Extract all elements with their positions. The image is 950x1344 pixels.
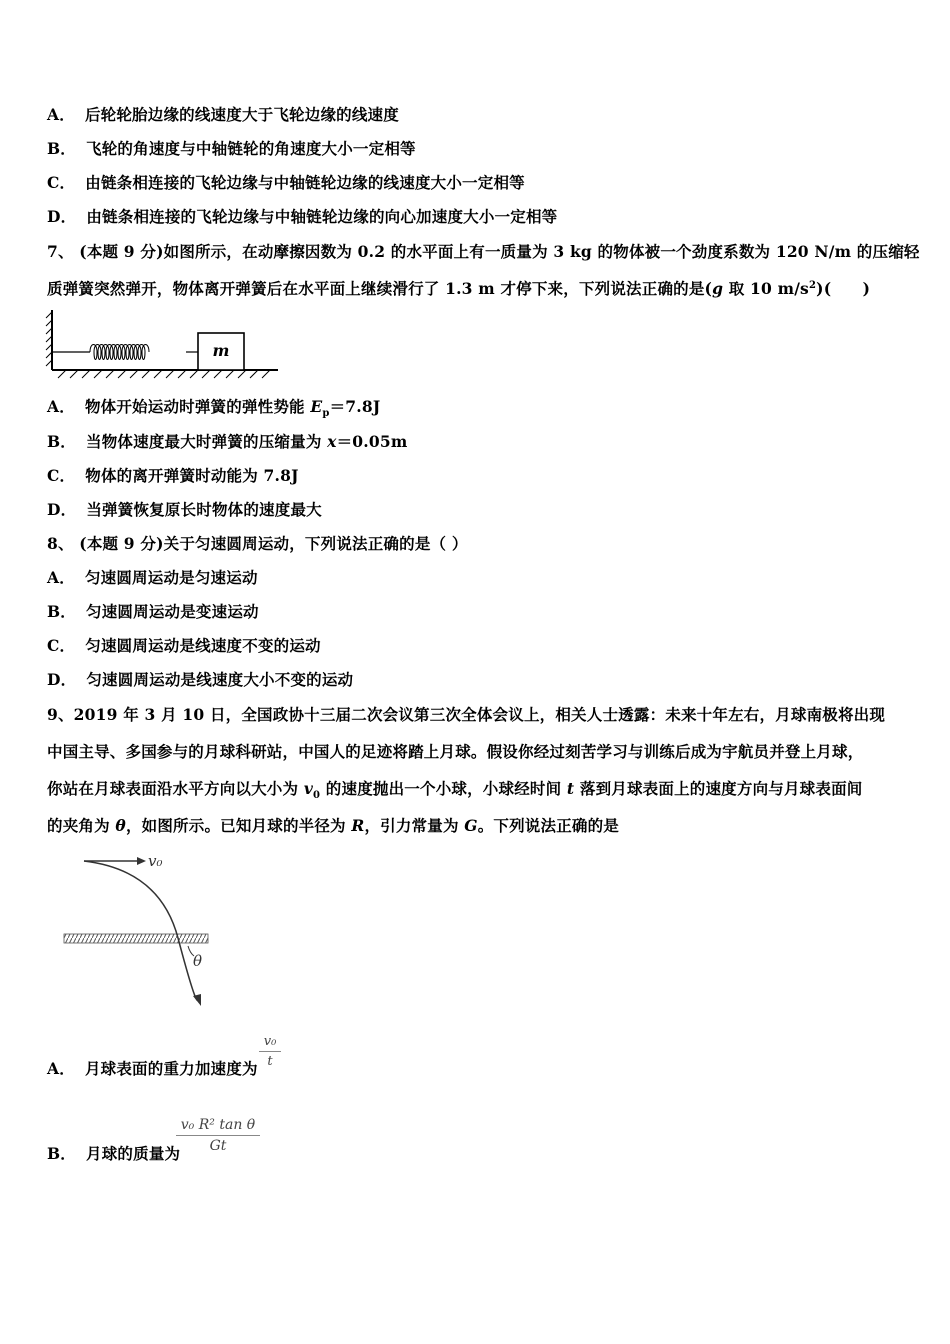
- q7-stem-line2: 质弹簧突然弹开，物体离开弹簧后在水平面上继续滑行了 1.3 m 才停下来，下列说法正确的是(g 取 10 $m/s^2$)( ): [47, 279, 871, 298]
- q7-option-a: A． 物体开始运动时弹簧的弹性势能 $E_p=7.8J$: [47, 397, 381, 420]
- block-label: m: [212, 341, 230, 360]
- q8-stem: 8、 (本题 9 分)关于匀速圆周运动，下列说法正确的是（ ）: [47, 534, 468, 553]
- q8-option-b: B． 匀速圆周运动是变速运动: [47, 602, 259, 621]
- q8-option-c: C． 匀速圆周运动是线速度不变的运动: [47, 636, 321, 655]
- q9-option-a: A． 月球表面的重力加速度为: [47, 1059, 258, 1078]
- q9-option-b: B． 月球的质量为: [47, 1144, 181, 1163]
- q8-option-a: A． 匀速圆周运动是匀速运动: [47, 568, 258, 587]
- fraction-v0-over-t: v₀ t: [259, 1034, 281, 1069]
- q9-stem-line3: 你站在月球表面沿水平方向以大小为 $v_0$ 的速度抛出一个小球，小球经时间 t 落到月球表面上的速度方向与月球表面间: [47, 779, 863, 802]
- q7-option-c: C． 物体的离开弹簧时动能为 7.8J: [47, 466, 299, 485]
- projectile-figure: [60, 850, 220, 1015]
- q9-stem-line4: 的夹角为 θ，如图所示。已知月球的半径为 R，引力常量为 G。下列说法正确的是: [47, 816, 619, 835]
- q6-option-a: A． 后轮轮胎边缘的线速度大于飞轮边缘的线速度: [47, 105, 399, 124]
- q7-stem-line1: 7、 (本题 9 分)如图所示，在动摩擦因数为 0.2 的水平面上有一质量为 3 kg 的物体被一个劲度系数为 120 N/m 的压缩轻: [47, 242, 920, 261]
- q7-option-d: D． 当弹簧恢复原长时物体的速度最大: [47, 500, 322, 519]
- theta-label: θ: [193, 952, 203, 970]
- v0-label: v₀: [148, 852, 163, 870]
- trajectory-curve: [84, 861, 198, 1000]
- spring-block-figure: [44, 308, 284, 380]
- q6-option-d: D． 由链条相连接的飞轮边缘与中轴链轮边缘的向心加速度大小一定相等: [47, 207, 558, 226]
- q6-option-b: B． 飞轮的角速度与中轴链轮的角速度大小一定相等: [47, 139, 416, 158]
- q9-stem-line2: 中国主导、多国参与的月球科研站，中国人的足迹将踏上月球。假设你经过刻苦学习与训练后成为宇航员并登上月球，: [47, 742, 864, 761]
- moon-surface: [64, 934, 208, 943]
- q8-option-d: D． 匀速圆周运动是线速度大小不变的运动: [47, 670, 354, 689]
- q7-option-b: B． 当物体速度最大时弹簧的压缩量为 x＝0.05m: [47, 432, 408, 451]
- q9-stem-line1: 9、2019 年 3 月 10 日，全国政协十三届二次会议第三次全体会议上，相关人士透露：未来十年左右，月球南极将出现: [47, 705, 886, 724]
- fraction-moon-mass: v₀ R² tan θ Gt: [176, 1117, 260, 1154]
- q6-option-c: C． 由链条相连接的飞轮边缘与中轴链轮边缘的线速度大小一定相等: [47, 173, 525, 192]
